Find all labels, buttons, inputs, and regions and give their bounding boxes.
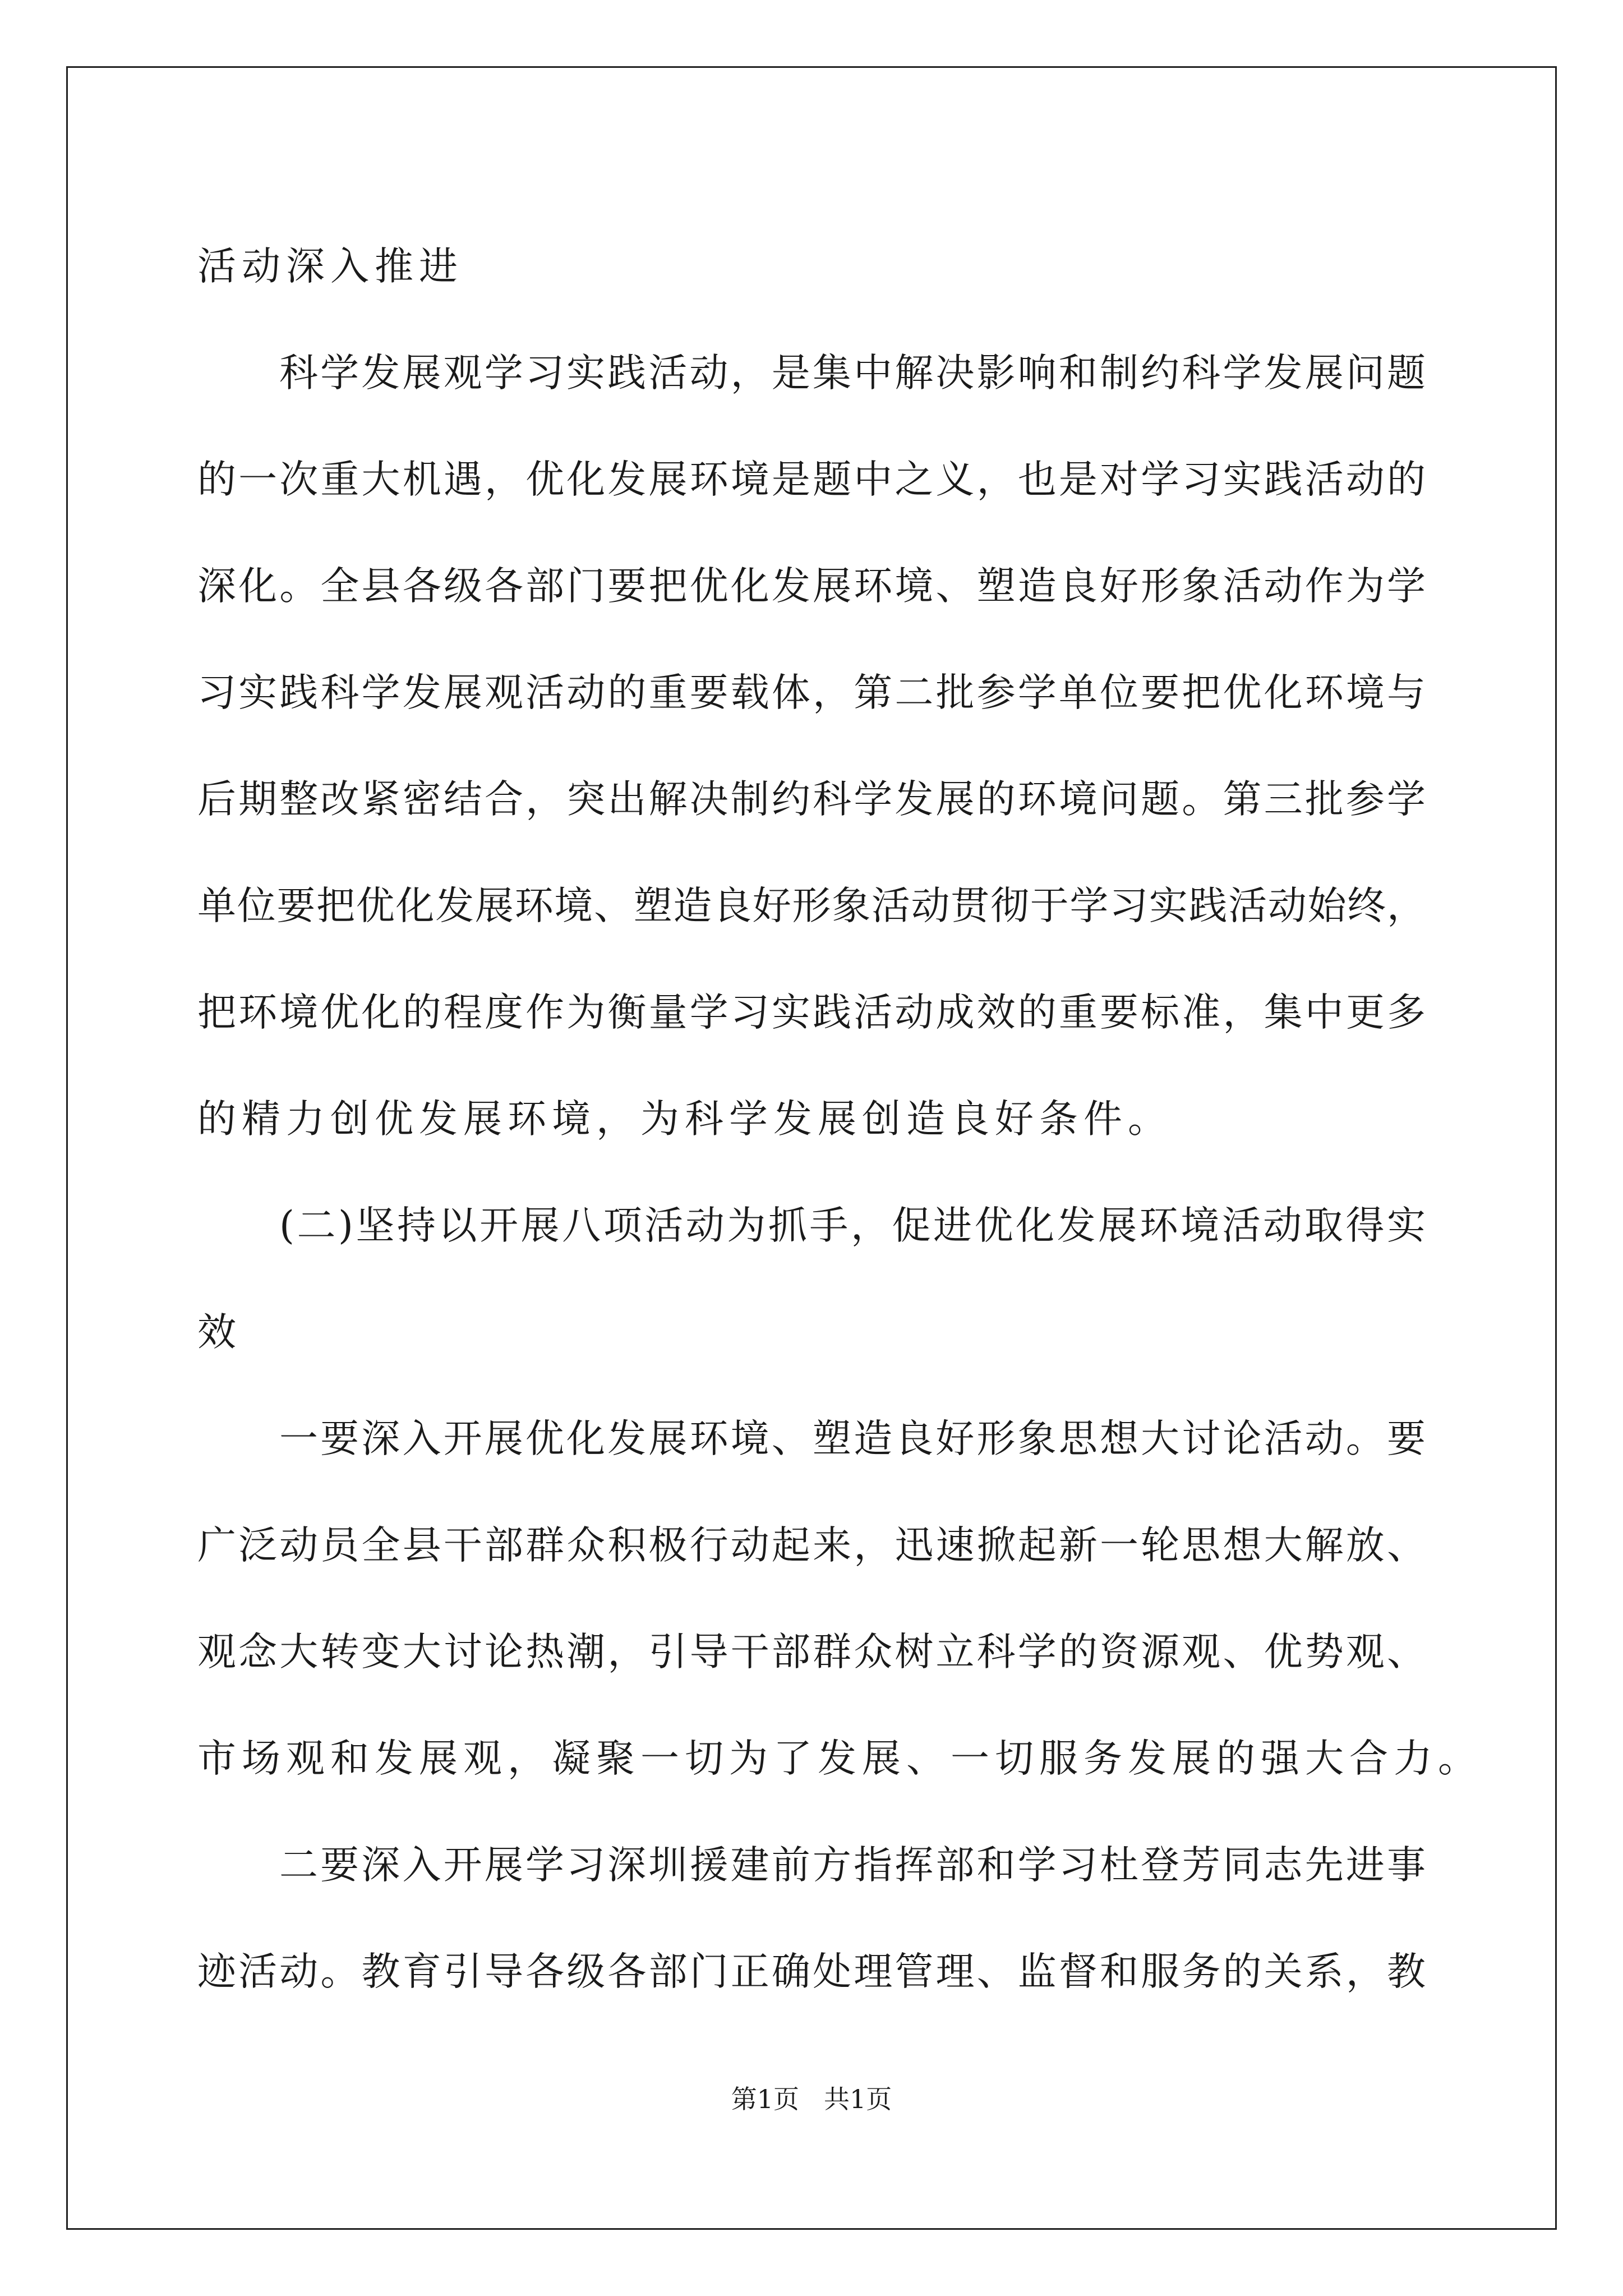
text-line: 把环境优化的程度作为衡量学习实践活动成效的重要标准，集中更多 [197,990,1426,1035]
text-line: 观念大转变大讨论热潮，引导干部群众树立科学的资源观、优势观、 [197,1630,1426,1674]
text-line: 二要深入开展学习深圳援建前方指挥部和学习杜登芳同志先进事 [279,1843,1426,1888]
text-line: 单位要把优化发展环境、塑造良好形象活动贯彻于学习实践活动始终， [197,884,1426,928]
text-line: 的精力创优发展环境，为科学发展创造良好条件。 [197,1097,1172,1142]
page-total: 共1页 [824,2084,892,2114]
text-line: 习实践科学发展观活动的重要载体，第二批参学单位要把优化环境与 [197,670,1426,715]
text-line: 广泛动员全县干部群众积极行动起来，迅速掀起新一轮思想大解放、 [197,1523,1426,1568]
text-line: 一要深入开展优化发展环境、塑造良好形象思想大讨论活动。要 [279,1416,1426,1461]
text-line: (二)坚持以开展八项活动为抓手，促进优化发展环境活动取得实 [279,1203,1426,1248]
text-line: 科学发展观学习实践活动，是集中解决影响和制约科学发展问题 [279,351,1426,395]
text-line: 效 [197,1310,242,1355]
page-number: 第1页 [731,2084,799,2114]
page-footer [0,2082,1623,2116]
text-line: 深化。全县各级各部门要把优化发展环境、塑造良好形象活动作为学 [197,564,1426,609]
text-line: 迹活动。教育引导各级各部门正确处理管理、监督和服务的关系，教 [197,1949,1426,1994]
text-line: 活动深入推进 [197,244,463,289]
text-line: 市场观和发展观，凝聚一切为了发展、一切服务发展的强大合力。 [197,1736,1482,1781]
document-body [197,213,1482,2025]
text-line: 的一次重大机遇，优化发展环境是题中之义，也是对学习实践活动的 [197,457,1426,502]
text-line: 后期整改紧密结合，突出解决制约科学发展的环境问题。第三批参学 [197,777,1426,822]
